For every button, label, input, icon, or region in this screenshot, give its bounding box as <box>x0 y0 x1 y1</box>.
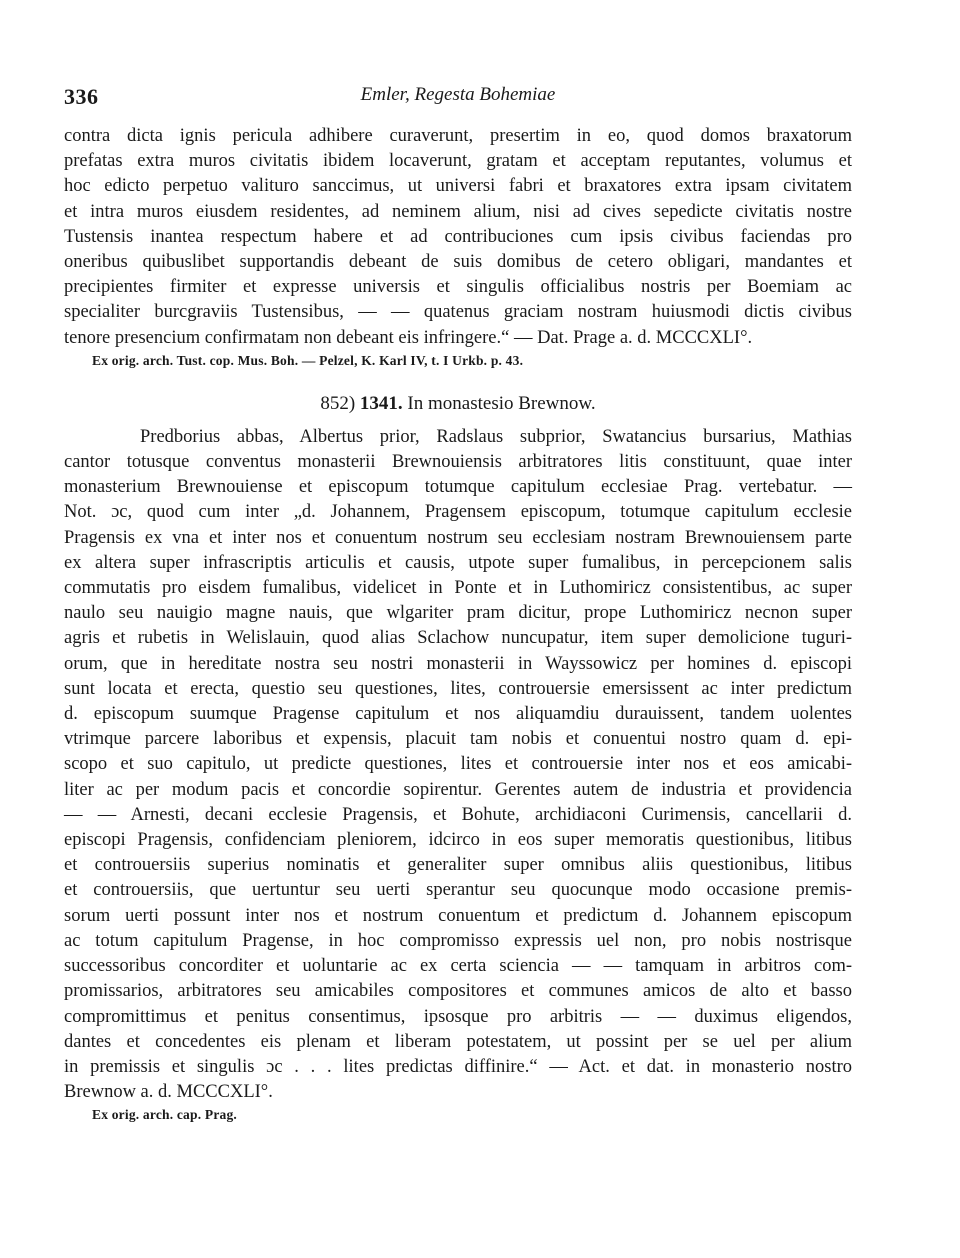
text-line: agris et rubetis in Welislauin, quod alias Sclachow nuncupatur, item super demolicione tuguri- <box>64 628 852 649</box>
text-line: Pragensis ex vna et inter nos et conuentum nostrum seu ecclesiam nostram Brewnouiensem parte <box>64 527 852 548</box>
text-line: successoribus concorditer et uoluntarie ac ex certa sciencia — — tamquam in arbitros com- <box>64 956 852 977</box>
text-line: prefatas extra muros civitatis ibidem locaverunt, gratam et acceptam reputantes, volumus et <box>64 151 852 172</box>
text-line: Predborius abbas, Albertus prior, Radslaus subprior, Swatancius bursarius, Mathias <box>140 426 852 447</box>
text-line: Not. ɔc, quod cum inter „d. Johannem, Pragensem episcopum, totumque capitulum ecclesie <box>64 502 852 523</box>
text-line: et controuersiis superius nominatis et generaliter super omnibus aliis questionibus, litibus <box>64 855 852 876</box>
text-line: sunt locata et erecta, questio seu questiones, lites, controuersie emersissent ac inter predictum <box>64 678 852 699</box>
running-head: Emler, Regesta Bohemiae <box>360 84 556 105</box>
text-line: sorum uerti possunt inter nos et nostrum conuentum et predictum d. Johannem episcopum <box>64 905 852 926</box>
text-line: d. episcopum suumque Pragense capitulum et nos aliquamdiu durauissent, tandem uolentes <box>64 704 852 725</box>
text-line: scopo et suo capitulo, ut predicte questiones, lites et controuersie inter nos et eos amicabi- <box>64 754 852 775</box>
entry-number: 852) <box>320 392 356 414</box>
text-line: tenore presencium confirmatam non debeant eis infringere.“ — Dat. Prage a. d. MCCCXLI°. <box>64 327 753 348</box>
text-line: vtrimque parcere laboribus et expensis, placuit tam nobis et conuentui nostro quam d. epi- <box>64 729 852 750</box>
entry-year: 1341. <box>359 392 403 414</box>
text-line: — — Arnesti, decani ecclesie Pragensis, et Bohute, archidiaconi Curimensis, cancellarii d. <box>64 804 852 825</box>
text-line: commutatis pro eisdem fumalibus, videlicet in Ponte et in Luthomiricz consistentibus, ac super <box>64 578 852 599</box>
entry-852-source: Ex orig. arch. cap. Prag. <box>92 1107 237 1123</box>
text-line: Brewnow a. d. MCCCXLI°. <box>64 1082 273 1103</box>
text-line: et controuersiis, que uertuntur seu uerti sperantur seu quocunque modo occasione premis- <box>64 880 852 901</box>
text-line: episcopi Pragensis, confidenciam pleniorem, idcirco in eos super memoratis questionibus, litibus <box>64 830 852 851</box>
entry-852-heading <box>64 391 852 417</box>
page-header <box>64 84 852 118</box>
text-line: promissarios, arbitratores seu amicabiles compositores et communes amicos de alto et basso <box>64 981 852 1002</box>
text-line: oneribus quibuslibet supportandis debeant de suis domibus de cetero obligari, mandantes et <box>64 252 852 273</box>
text-line: naulo seu nauigio magne nauis, que wlgariter pram dicitur, prope Luthomiricz necnon super <box>64 603 852 624</box>
text-line: in premissis et singulis ɔc . . . lites predictas diffinire.“ — Act. et dat. in monasterio nostro <box>64 1056 852 1077</box>
text-line: contra dicta ignis pericula adhibere curaverunt, presertim in eo, quod domos braxatorum <box>64 126 852 146</box>
text-line: cantor totusque conventus monasterii Brewnouiensis arbitratores litis constituunt, quae inter <box>64 452 852 473</box>
text-line: ac totum capitulum Pragense, in hoc compromisso expressis uel non, pro nobis nostrisque <box>64 930 852 951</box>
text-line: Tustensis inantea respectum habere et ad contribuciones cum ipsis civibus faciendas pro <box>64 226 852 247</box>
entry-852-body <box>64 425 852 1105</box>
text-line: specialiter burcgraviis Tustensibus, — — quatenus graciam nostram huiusmodi dictis civibus <box>64 302 852 323</box>
text-line: et intra muros eiusdem residentes, ad neminem alium, nisi ad cives sepedicte civitatis nostre <box>64 201 852 222</box>
entry-place: In monastesio Brewnow. <box>407 392 596 414</box>
page-number: 336 <box>64 84 99 109</box>
entry-851-body <box>64 124 852 351</box>
text-line: hoc edicto perpetuo valituro sanccimus, ut universi fabri et braxatores extra ipsam civitatem <box>64 176 852 197</box>
text-line: monasterium Brewnouiense et episcopum totumque capitulum ecclesiae Prag. vertebatur. — <box>64 477 852 498</box>
entry-851-source: Ex orig. arch. Tust. cop. Mus. Boh. — Pelzel, K. Karl IV, t. I Urkb. p. 43. <box>92 352 524 368</box>
text-line: orum, que in hereditate nostra seu nostri monasterii in Wayssowicz per homines d. episcopi <box>64 653 852 674</box>
document-page <box>64 84 852 1125</box>
text-line: compromittimus et penitus consentimus, ipsosque pro arbitris — — duximus eligendos, <box>64 1006 852 1027</box>
text-line: dantes et concedentes eis plenam et liberam potestatem, ut possint per se uel per alium <box>64 1031 852 1052</box>
text-line: precipientes firmiter et expresse universis et singulis officialibus nostris per Boemiam ac <box>64 277 852 298</box>
text-line: ex altera super infrascriptis articulis et causis, utpote super fumalibus, in percepcionem salis <box>64 552 852 573</box>
text-line: liter ac per modum pacis et concordie sopirentur. Gerentes autem de industria et providencia <box>64 779 852 800</box>
